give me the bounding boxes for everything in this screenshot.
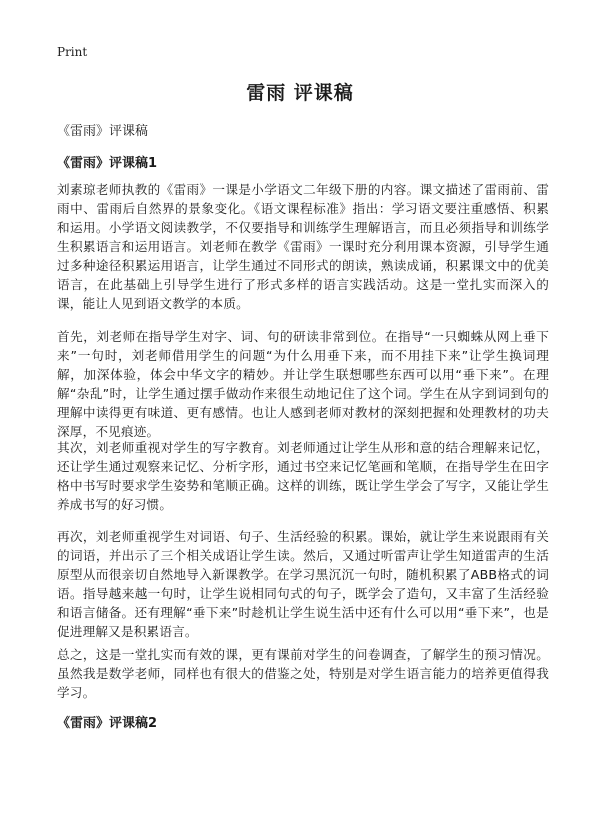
section-heading-1: 《雷雨》评课稿1: [57, 156, 158, 171]
page-title: 雷雨 评课稿: [246, 82, 354, 104]
paragraph-3: 其次，刘老师重视对学生的写字教育。刘老师通过让学生从形和意的结合理解来记忆，还让学生通过观察来记忆、分析字形，通过书空来记忆笔画和笔顺，在指导学生在田字格中书写时要求学生姿势和笔顺正确。这样的训练，既让学生学会了写字，又能让学生养成书写的好习惯。: [57, 440, 549, 512]
paragraph-5: 总之，这是一堂扎实而有效的课，更有课前对学生的问卷调查，了解学生的预习情况。虽然我是数学老师，同样也有很大的借鉴之处，特别是对学生语言能力的培养更值得我学习。: [57, 647, 549, 700]
paragraph-4: 再次，刘老师重视学生对词语、句子、生活经验的积累。课始，就让学生来说跟雨有关的词语，并出示了三个相关成语让学生读。然后，又通过听雷声让学生知道雷声的生活原型从而很亲切自然地导入新课教学。在学习黑沉沉一句时，随机积累了ABB格式的词语。指导越来越一句时，让学生说相同句式的句子，既学会了造句，又丰富了生活经验和语言储备。还有理解“垂下来”时趁机让学生说生活中还有什么可以用“垂下来”，也是促进理解又是积累语言。: [57, 529, 549, 639]
section-heading-2: 《雷雨》评课稿2: [57, 716, 158, 731]
paragraph-2: 首先，刘老师在指导学生对字、词、句的研读非常到位。在指导“一只蜘蛛从网上垂下来”一句时，刘老师借用学生的问题“为什么用垂下来，而不用挂下来”让学生换词理解，加深体验，体会中华文字的精妙。并让学生联想哪些东西可以用“垂下来”。在理解“杂乱”时，让学生通过摆手做动作来很生动地记住了这个词。学生在从字到词到句的理解中读得更有味道、更有感情。也让人感到老师对教材的深刻把握和处理教材的功夫深厚，不见痕迹。: [57, 329, 549, 439]
document-subtitle: 《雷雨》评课稿: [57, 124, 149, 139]
paragraph-1: 刘素琼老师执教的《雷雨》一课是小学语文二年级下册的内容。课文描述了雷雨前、雷雨中、雷雨后自然界的景象变化。《语文课程标准》指出：学习语文要注重感悟、积累和运用。小学语文阅读教学，不仅要指导和训练学生理解语言，而且必须指导和训练学生积累语言和运用语言。刘老师在教学《雷雨》一课时充分利用课本资源，引导学生通过多种途径积累运用语言，让学生通过不同形式的朗读，熟读成诵，积累课文中的优美语言，在此基础上引导学生进行了形式多样的语言实践活动。这是一堂扎实而深入的课，能让人见到语文教学的本质。: [57, 182, 549, 311]
print-link[interactable]: Print: [57, 45, 88, 59]
